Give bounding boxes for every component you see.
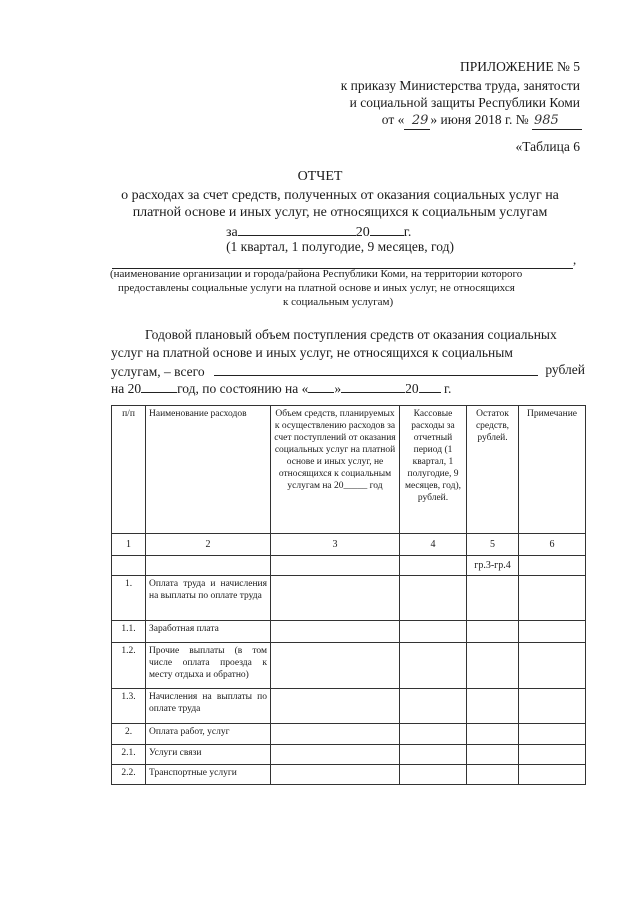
plan-year-blank (141, 378, 177, 393)
period-prefix: за (226, 225, 238, 240)
row-expense-name: Заработная плата (146, 621, 271, 643)
row-cell (467, 724, 519, 745)
row-cell (271, 745, 400, 765)
table-row (112, 643, 586, 689)
row-cell (400, 576, 467, 621)
plan-line-1: Годовой плановый объем поступления средств от оказания социальных (145, 327, 557, 342)
order-number: 985 (532, 112, 582, 130)
table-row (112, 724, 586, 745)
row-number: 2.2. (112, 765, 146, 785)
row-number: 2.1. (112, 745, 146, 765)
order-date-mid: » июня 2018 г. № (430, 112, 529, 127)
row-expense-name: Начисления на выплаты по оплате труда (146, 689, 271, 724)
plan-line-4 (111, 378, 451, 397)
order-date-line (382, 111, 582, 130)
expense-table (111, 405, 586, 785)
row-number: 1.1. (112, 621, 146, 643)
row-expense-name: Транспортные услуги (146, 765, 271, 785)
table-row (112, 765, 586, 785)
row-cell (467, 621, 519, 643)
row-cell (519, 765, 586, 785)
row-cell (467, 576, 519, 621)
plan-day-blank (308, 378, 334, 393)
formula-cell (146, 556, 271, 576)
header-planned-amount: Объем средств, планируемых к осуществлению расходов за счет поступлений от оказания социальных услуг на платной основе и иных услуг, не относящихся к социальным услугам на 20_____ год (271, 406, 400, 534)
header-index: п/п (112, 406, 146, 534)
formula-cell (519, 556, 586, 576)
header-cash-expenses: Кассовые расходы за отчетный период (1 квартал, 1 полугодие, 9 месяцев, год), рублей. (400, 406, 467, 534)
row-cell (271, 621, 400, 643)
plan-date-prefix: год, по состоянию на « (177, 381, 309, 396)
table-formula-row (112, 556, 586, 576)
table-row (112, 745, 586, 765)
table-label: «Таблица 6 (515, 139, 580, 154)
row-expense-name: Оплата работ, услуг (146, 724, 271, 745)
row-cell (271, 689, 400, 724)
order-date-day: 29 (404, 112, 430, 130)
row-cell (400, 724, 467, 745)
row-number: 1.3. (112, 689, 146, 724)
table-row (112, 621, 586, 643)
row-cell (467, 745, 519, 765)
row-number: 1.2. (112, 643, 146, 689)
header-balance: Остаток средств, рублей. (467, 406, 519, 534)
appendix-title: ПРИЛОЖЕНИЕ № 5 (459, 59, 580, 74)
column-number: 5 (467, 534, 519, 556)
row-cell (400, 689, 467, 724)
order-date-prefix: от « (381, 112, 405, 127)
report-subtitle-1: о расходах за счет средств, полученных от оказания социальных услуг на (121, 188, 559, 203)
formula-cell (271, 556, 400, 576)
column-number: 4 (400, 534, 467, 556)
plan-total-suffix: рублей (545, 362, 585, 377)
table-column-numbers (112, 534, 586, 556)
period-year-blank (370, 221, 404, 236)
column-number: 2 (146, 534, 271, 556)
order-line-1: к приказу Министерства труда, занятости (340, 78, 580, 93)
row-cell (271, 643, 400, 689)
row-cell (519, 689, 586, 724)
row-expense-name: Прочие выплаты (в том числе оплата проезда к месту отдыха и обратно) (146, 643, 271, 689)
period-suffix: г. (403, 225, 412, 240)
organization-note-3: к социальным услугам) (283, 296, 394, 308)
row-cell (519, 621, 586, 643)
table-header-row (112, 406, 586, 534)
row-expense-name: Услуги связи (146, 745, 271, 765)
row-cell (400, 765, 467, 785)
plan-year-prefix: на 20 (111, 381, 142, 396)
column-number: 1 (112, 534, 146, 556)
organization-note-2: предоставлены социальные услуги на платной основе и иных услуг, не относящихся (118, 282, 515, 294)
header-expense-name: Наименование расходов (146, 406, 271, 534)
row-cell (467, 689, 519, 724)
plan-date-year-blank (419, 378, 441, 393)
column-number: 3 (271, 534, 400, 556)
row-cell (467, 643, 519, 689)
report-subtitle-2: платной основе и иных услуг, не относящихся к социальным услугам (132, 205, 548, 220)
plan-total-blank (214, 361, 538, 376)
column-number: 6 (519, 534, 586, 556)
plan-total-prefix: услугам, – всего (111, 364, 205, 379)
plan-date-year: 20 (405, 381, 419, 396)
formula-cell (400, 556, 467, 576)
row-expense-name: Оплата труда и начисления на выплаты по оплате труда (146, 576, 271, 621)
plan-date-suffix: г. (444, 381, 452, 396)
plan-month-blank (341, 378, 405, 393)
table-row (112, 689, 586, 724)
plan-date-mid: » (334, 381, 342, 396)
row-cell (400, 745, 467, 765)
row-cell (519, 576, 586, 621)
order-line-2: и социальной защиты Республики Коми (349, 95, 580, 110)
formula-balance: гр.3-гр.4 (467, 556, 519, 576)
organization-note-1: (наименование организации и города/района Республики Коми, на территории которого (110, 268, 523, 280)
row-cell (400, 621, 467, 643)
period-note: (1 квартал, 1 полугодие, 9 месяцев, год) (226, 239, 454, 254)
row-cell (519, 643, 586, 689)
row-cell (519, 724, 586, 745)
row-cell (400, 643, 467, 689)
row-cell (271, 765, 400, 785)
table-row (112, 576, 586, 621)
row-cell (519, 745, 586, 765)
formula-cell (112, 556, 146, 576)
period-year-prefix: 20 (355, 225, 370, 240)
plan-line-2: услуг на платной основе и иных услуг, не относящихся к социальным (111, 345, 513, 360)
row-cell (467, 765, 519, 785)
period-blank (238, 221, 356, 236)
row-number: 2. (112, 724, 146, 745)
organization-comma: , (573, 252, 577, 267)
header-note: Примечание (519, 406, 586, 534)
row-cell (271, 724, 400, 745)
row-cell (271, 576, 400, 621)
report-title: ОТЧЕТ (297, 169, 343, 184)
row-number: 1. (112, 576, 146, 621)
